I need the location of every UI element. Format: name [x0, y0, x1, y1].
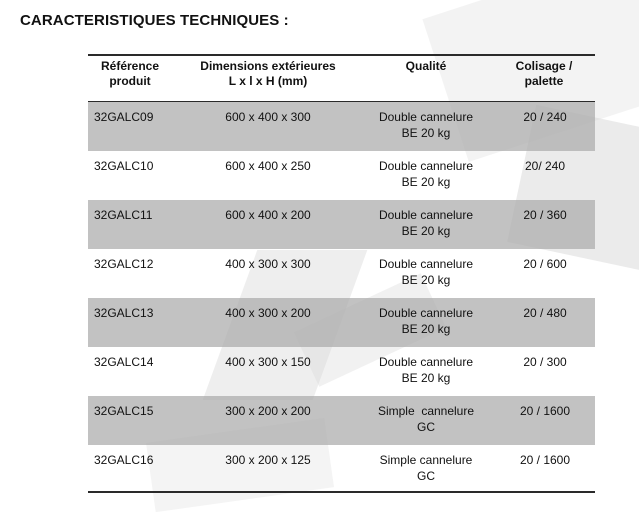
cell-colisage: 20 / 480: [523, 306, 567, 320]
quality-line: BE 20 kg: [401, 126, 451, 140]
table-header-row: [88, 54, 595, 102]
quality-line: BE 20 kg: [401, 175, 451, 189]
cell-reference: 32GALC14: [94, 355, 154, 369]
header-colisage-line: palette: [524, 74, 564, 88]
cell-quality: [356, 256, 496, 288]
cell-dimensions: 300 x 200 x 125: [225, 453, 311, 467]
header-colisage: [496, 59, 592, 89]
header-dimensions-line: L x l x H (mm): [228, 74, 308, 88]
cell-colisage: 20/ 240: [524, 159, 566, 173]
header-reference: [88, 59, 172, 89]
cell-colisage: 20 / 1600: [519, 453, 571, 467]
cell-reference: 32GALC09: [94, 110, 154, 124]
table-row: [88, 396, 595, 445]
page-title: CARACTERISTIQUES TECHNIQUES :: [20, 12, 289, 29]
quality-line: Simple cannelure: [379, 453, 473, 467]
cell-quality: [356, 207, 496, 239]
header-reference-line: produit: [109, 74, 151, 88]
header-colisage-line: Colisage /: [515, 59, 573, 73]
cell-dimensions: 600 x 400 x 200: [225, 208, 311, 222]
table-row: [88, 249, 595, 298]
cell-reference: 32GALC11: [94, 208, 153, 222]
cell-quality: [356, 452, 496, 484]
cell-quality: [356, 158, 496, 190]
quality-line: Double cannelure: [378, 257, 474, 271]
cell-dimensions: 400 x 300 x 150: [225, 355, 311, 369]
table-row: [88, 445, 595, 493]
header-quality: [376, 59, 476, 74]
cell-quality: [356, 403, 496, 435]
table-row: [88, 102, 595, 151]
cell-dimensions: 600 x 400 x 250: [225, 159, 311, 173]
quality-line: BE 20 kg: [401, 322, 451, 336]
cell-quality: [356, 305, 496, 337]
quality-line: Double cannelure: [378, 110, 474, 124]
cell-reference: 32GALC10: [94, 159, 154, 173]
quality-line: Double cannelure: [378, 306, 474, 320]
cell-dimensions: 300 x 200 x 200: [225, 404, 311, 418]
quality-line: Double cannelure: [378, 159, 474, 173]
cell-dimensions: 600 x 400 x 300: [225, 110, 311, 124]
cell-reference: 32GALC16: [94, 453, 154, 467]
table-row: [88, 200, 595, 249]
cell-dimensions: 400 x 300 x 300: [225, 257, 311, 271]
cell-quality: [356, 109, 496, 141]
quality-line: GC: [417, 469, 435, 483]
cell-colisage: 20 / 600: [523, 257, 567, 271]
cell-colisage: 20 / 300: [523, 355, 567, 369]
cell-reference: 32GALC13: [94, 306, 154, 320]
cell-colisage: 20 / 360: [523, 208, 567, 222]
quality-line: BE 20 kg: [401, 371, 451, 385]
header-reference-line: Référence: [100, 59, 160, 73]
table-row: [88, 347, 595, 396]
header-dimensions-line: Dimensions extérieures: [200, 59, 336, 73]
cell-dimensions: 400 x 300 x 200: [225, 306, 311, 320]
table-row: [88, 298, 595, 347]
quality-line: Double cannelure: [378, 355, 474, 369]
cell-colisage: 20 / 1600: [519, 404, 571, 418]
quality-line: BE 20 kg: [401, 273, 451, 287]
cell-quality: [356, 354, 496, 386]
cell-reference: 32GALC12: [94, 257, 154, 271]
header-dimensions: [188, 59, 348, 89]
quality-line: BE 20 kg: [401, 224, 451, 238]
header-quality-line: Qualité: [405, 59, 447, 73]
cell-reference: 32GALC15: [94, 404, 154, 418]
specs-table: [88, 54, 595, 493]
quality-line: Double cannelure: [378, 208, 474, 222]
quality-line: Simple cannelure: [377, 404, 475, 418]
cell-colisage: 20 / 240: [523, 110, 567, 124]
table-row: [88, 151, 595, 200]
quality-line: GC: [417, 420, 435, 434]
